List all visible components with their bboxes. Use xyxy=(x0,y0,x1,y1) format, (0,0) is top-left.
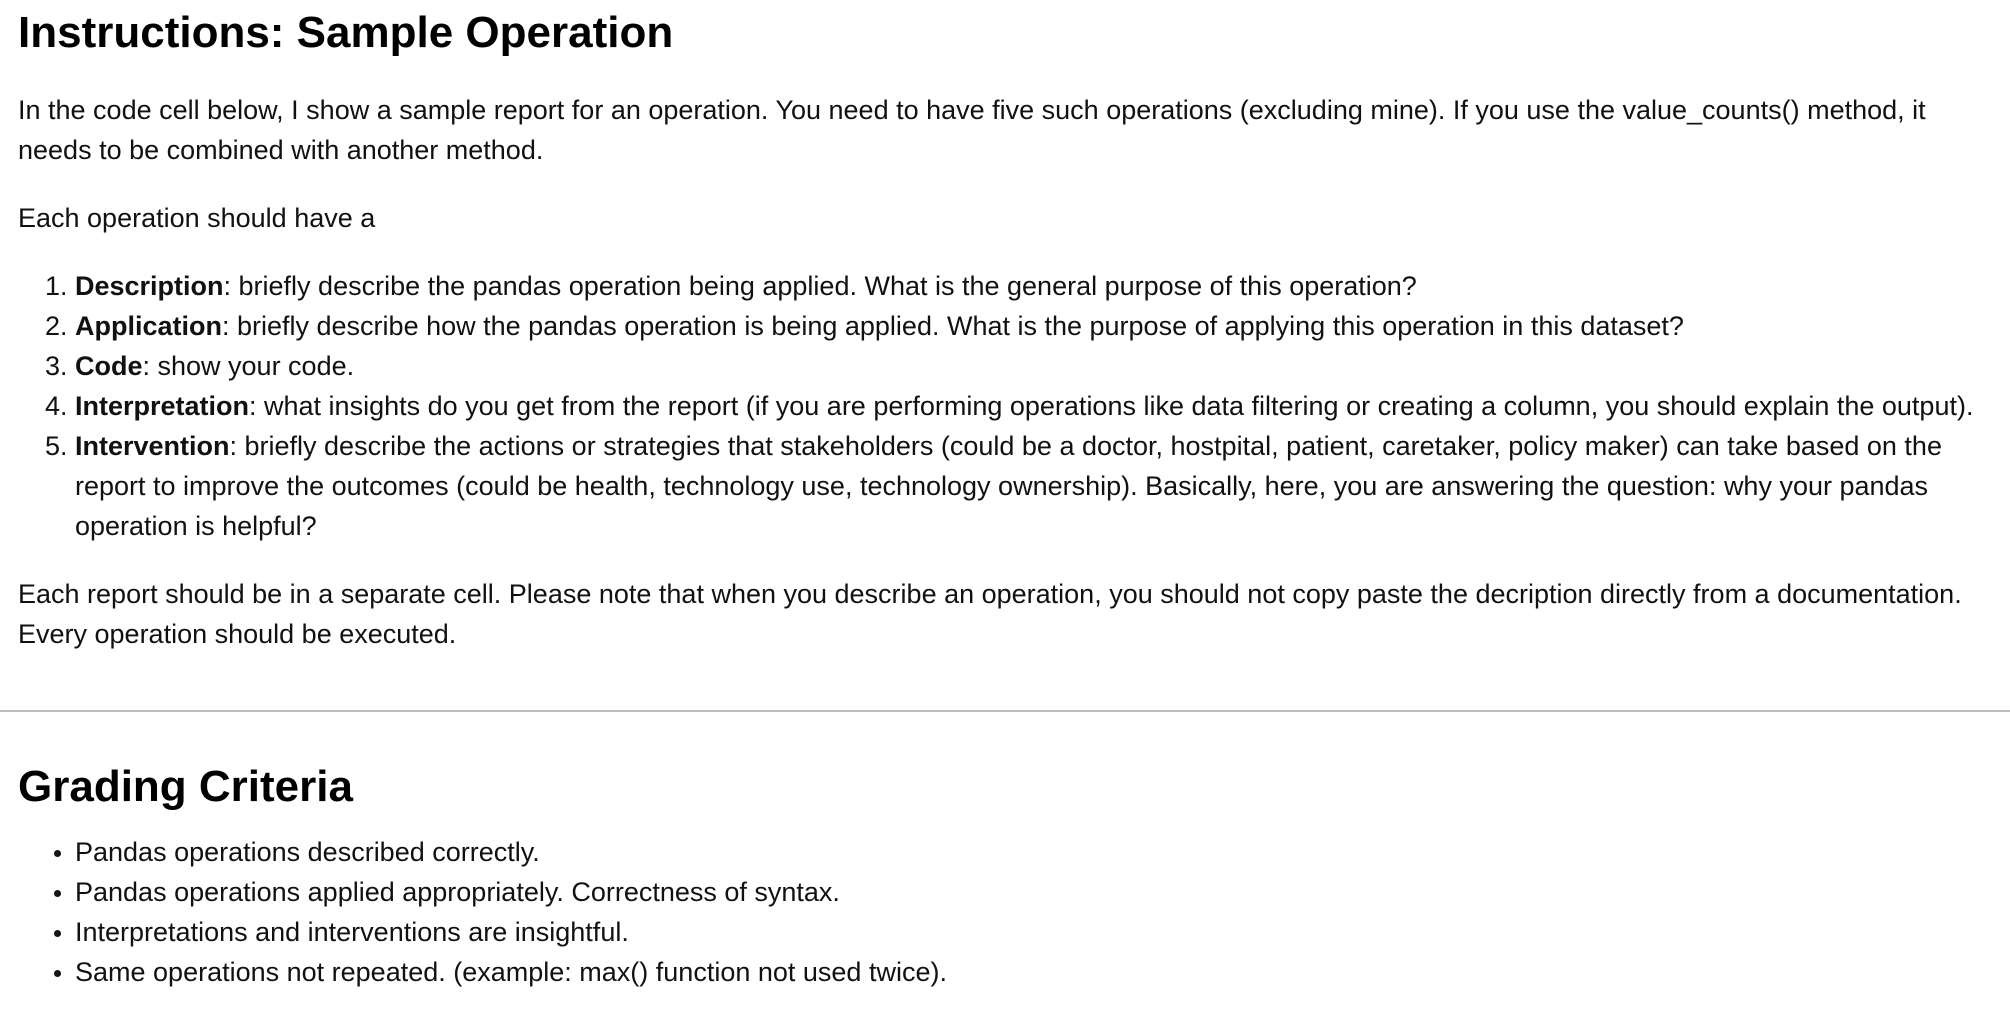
step-term: Application xyxy=(75,311,222,341)
step-term: Intervention xyxy=(75,431,230,461)
step-term: Code xyxy=(75,351,143,381)
step-application xyxy=(75,306,1992,346)
section-divider xyxy=(0,710,2010,712)
step-description xyxy=(75,266,1992,306)
grading-title: Grading Criteria xyxy=(18,762,353,811)
step-code xyxy=(75,346,1992,386)
criteria-item: • Same operations not repeated. (example: max() function not used twice). xyxy=(75,952,1992,992)
criteria-item: • Pandas operations described correctly. xyxy=(75,832,1992,872)
step-term: Description xyxy=(75,271,224,301)
step-term: Interpretation xyxy=(75,391,250,421)
criteria-item: • Interpretations and interventions are insightful. xyxy=(75,912,1992,952)
step-text: : briefly describe the pandas operation being applied. What is the general purpose of this operation? xyxy=(223,271,1417,301)
step-text: : show your code. xyxy=(142,351,355,381)
instructions-separate-cell: Each report should be in a separate cell. Please note that when you describe an operation, you should not copy paste the decription directly from a documentation. Every operation should be executed. xyxy=(18,579,1962,649)
instructions-intro: In the code cell below, I show a sample report for an operation. You need to have five such operations (excluding mine). If you use the value_counts() method, it needs to be combined with another method. xyxy=(18,95,1926,165)
operation-steps-list xyxy=(18,266,1992,546)
step-text: : briefly describe the actions or strategies that stakeholders (could be a doctor, hostpital, patient, caretaker, policy maker) can take based on the report to improve the outcomes (could be health, technology use, technology ownership). Basically, here, you are answering the question: why your pandas operation is helpful? xyxy=(75,431,1942,541)
step-intervention xyxy=(75,426,1992,546)
grading-section xyxy=(0,762,2010,992)
step-text: : what insights do you get from the report (if you are performing operations like data filtering or creating a column, you should explain the output). xyxy=(249,391,1974,421)
criteria-item: • Pandas operations applied appropriately. Correctness of syntax. xyxy=(75,872,1992,912)
instructions-title: Instructions: Sample Operation xyxy=(18,8,674,57)
step-interpretation xyxy=(75,386,1992,426)
instructions-each-operation: Each operation should have a xyxy=(18,203,376,233)
step-text: : briefly describe how the pandas operation is being applied. What is the purpose of applying this operation in this dataset? xyxy=(222,311,1684,341)
grading-criteria-list xyxy=(18,832,1992,992)
